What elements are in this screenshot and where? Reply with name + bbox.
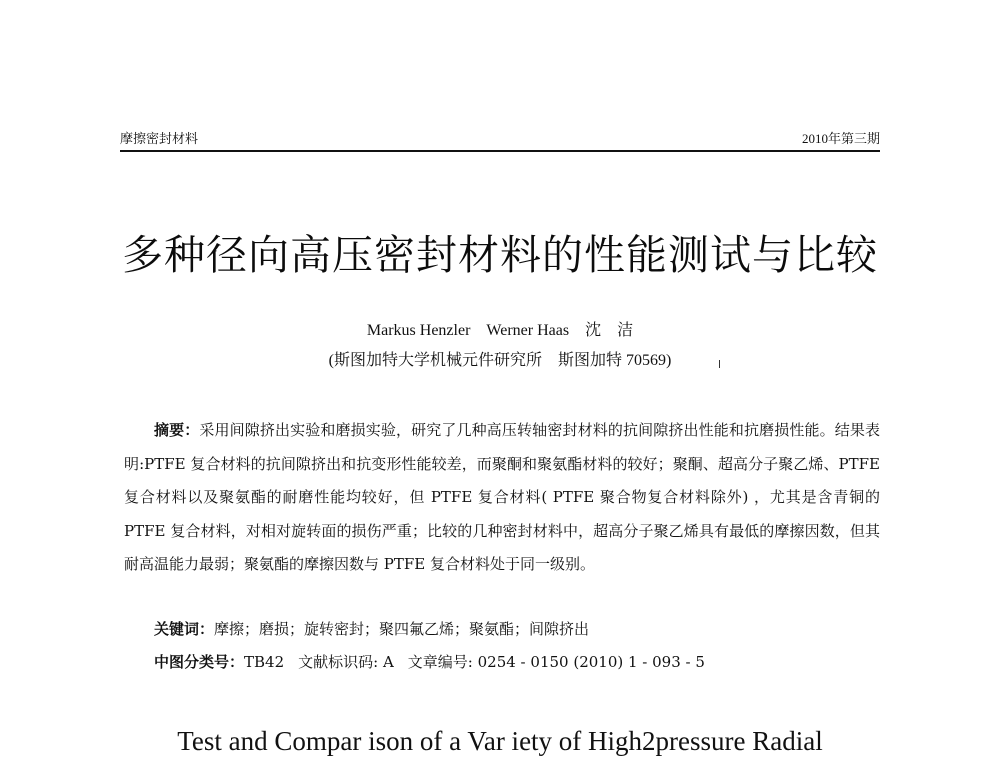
article-number: 文章编号: 0254 - 0150 (2010) 1 - 093 - 5 [407, 653, 705, 671]
keywords-label: 关键词： [154, 620, 215, 638]
abstract [124, 414, 880, 582]
running-head [120, 126, 880, 152]
affiliation: (斯图加特大学机械元件研究所 斯图加特 70569) [328, 352, 672, 369]
journal-name: 摩擦密封材料 [120, 132, 199, 147]
author: Werner Haas [486, 322, 570, 339]
clc-label: 中图分类号： [154, 653, 245, 671]
issue-label: 2010年第三期 [801, 131, 880, 146]
scan-mark [719, 360, 720, 368]
author: Markus Henzler [366, 322, 471, 339]
author-list [0, 317, 1000, 340]
paper-title: 多种径向高压密封材料的性能测试与比较 [122, 231, 878, 279]
clc-value: TB42 [244, 653, 285, 671]
keywords-text: 摩擦；磨损；旋转密封；聚四氟乙烯；聚氨酯；间隙挤出 [214, 620, 590, 638]
doc-code: 文献标识码: A [298, 653, 394, 671]
author: 沈 洁 [585, 322, 634, 339]
classification-line [154, 651, 705, 672]
abstract-label: 摘要： [154, 421, 200, 439]
english-title: Test and Compar ison of a Var iety of High2pressure Radial [177, 726, 823, 756]
abstract-text: 采用间隙挤出实验和磨损实验，研究了几种高压转轴密封材料的抗间隙挤出性能和抗磨损性能。结果表明:PTFE 复合材料的抗间隙挤出和抗变形性能较差，而聚酮和聚氨酯材料的较好；聚酮、超高分子聚乙烯、PTFE 复合材料以及聚氨酯的耐磨性能均较好，但 PTFE 复合材料( PTFE 聚合物复合材料除外) ，尤其是含青铜的 PTFE 复合材料，对相对旋转面的损伤严重；比较的几种密封材料中，超高分子聚乙烯具有最低的摩擦因数，但其耐高温能力最弱；聚氨酯的摩擦因数与 PTFE 复合材料处于同一级别。 [124, 421, 880, 573]
keywords [154, 618, 589, 639]
